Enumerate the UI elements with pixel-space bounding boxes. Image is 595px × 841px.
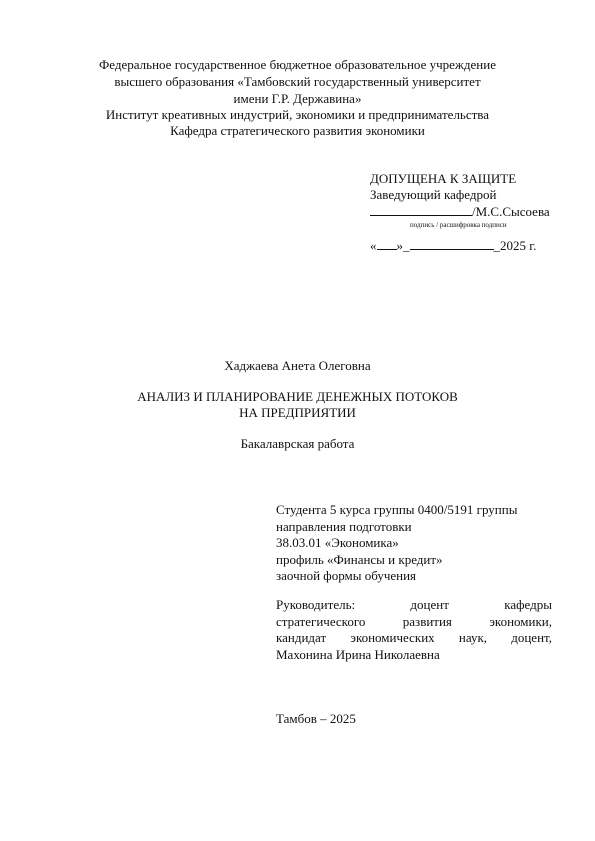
- supervisor-line-2: стратегического развития экономики,: [276, 613, 552, 629]
- supervisor-block: [276, 597, 552, 663]
- signature-caption: подпись / расшифровка подписи: [410, 221, 507, 229]
- header-line-4: Институт креативных индустрий, экономики и предпринимательства: [105, 107, 490, 122]
- thesis-type: Бакалаврская работа: [240, 436, 355, 451]
- student-block: [276, 502, 552, 585]
- date-year: 2025 г.: [500, 238, 537, 253]
- student-line-1: Студента 5 курса группы 0400/5191 группы: [276, 502, 518, 517]
- thesis-title-line-1: АНАЛИЗ И ПЛАНИРОВАНИЕ ДЕНЕЖНЫХ ПОТОКОВ: [137, 389, 458, 404]
- approval-signatory: /М.С.Сысоева: [472, 204, 550, 219]
- student-line-3: 38.03.01 «Экономика»: [276, 535, 399, 550]
- approval-block: [370, 171, 560, 254]
- approval-title: ДОПУЩЕНА К ЗАЩИТЕ: [370, 171, 517, 186]
- supervisor-line-4: Махонина Ирина Николаевна: [276, 646, 440, 662]
- student-line-2: направления подготовки: [276, 518, 412, 534]
- student-line-5: заочной формы обучения: [276, 568, 417, 583]
- date-separator: _: [403, 238, 410, 253]
- date-day-blank[interactable]: [377, 237, 397, 250]
- supervisor-line-1: Руководитель: доцент кафедры: [276, 597, 552, 612]
- approval-signature-row: [370, 203, 560, 220]
- header-line-1: Федеральное государственное бюджетное образовательное учреждение: [99, 57, 496, 72]
- date-sep-2: _: [493, 238, 500, 253]
- date-month-blank[interactable]: [410, 237, 494, 250]
- thesis-title-line-2: НА ПРЕДПРИЯТИИ: [239, 405, 356, 420]
- header-line-3: имени Г.Р. Державина»: [233, 91, 362, 106]
- header-line-5: Кафедра стратегического развития экономики: [170, 123, 425, 138]
- author-name: Хаджаева Анета Олеговна: [224, 358, 371, 373]
- student-line-4: профиль «Финансы и кредит»: [276, 551, 443, 567]
- approval-date-row: [370, 237, 560, 254]
- city-year: Тамбов – 2025: [276, 711, 356, 726]
- date-open-quote: «: [370, 238, 377, 253]
- date-close-quote: »: [396, 238, 403, 253]
- signature-blank[interactable]: [370, 203, 472, 216]
- approval-role: Заведующий кафедрой: [370, 187, 497, 202]
- supervisor-line-3: кандидат экономических наук, доцент,: [276, 630, 552, 645]
- header-line-2: высшего образования «Тамбовский государственный университет: [114, 74, 481, 89]
